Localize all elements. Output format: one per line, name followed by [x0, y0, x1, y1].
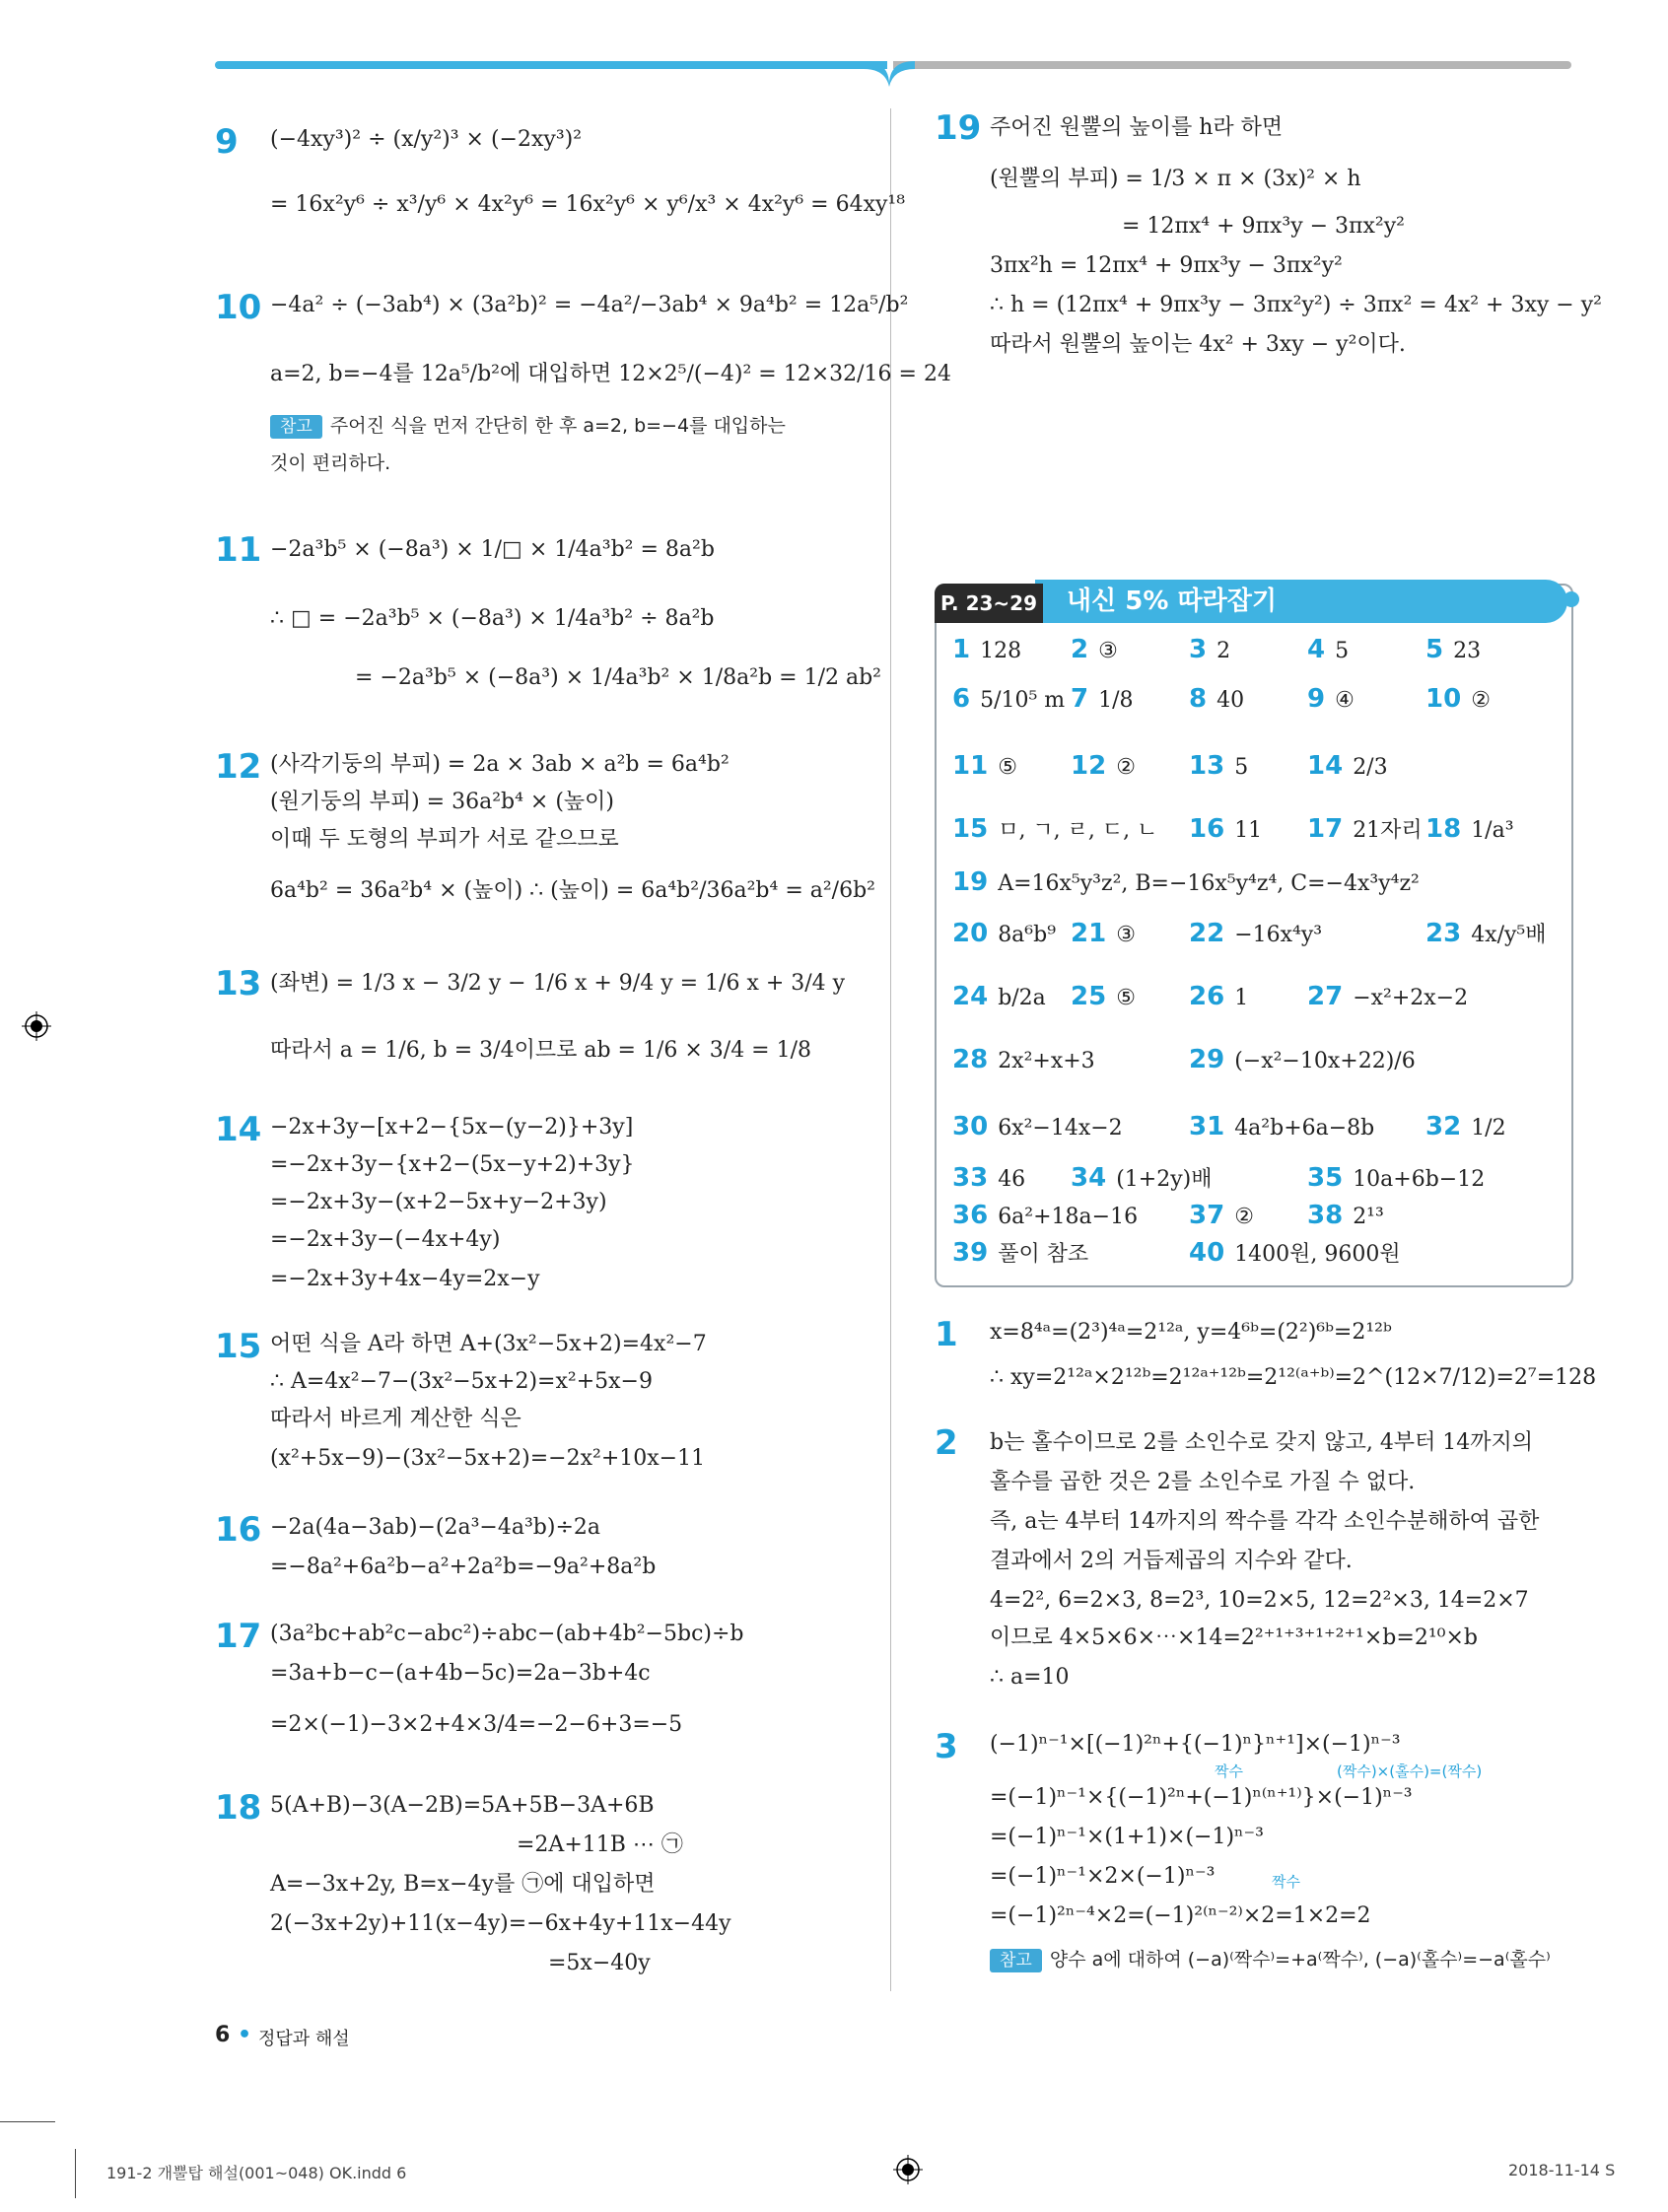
answer-item [1189, 1045, 1416, 1076]
problem-number: 1 [935, 1315, 958, 1354]
column-divider [890, 108, 891, 1991]
solution-line: ∴ h = (12πx⁴ + 9πx³y − 3πx²y²) ÷ 3πx² = 4x² + 3xy − y² [990, 293, 1602, 317]
answer-value: 1/2 [1471, 1116, 1506, 1141]
answer-item [952, 867, 1420, 899]
solution-line: ∴ A=4x²−7−(3x²−5x+2)=x²+5x−9 [270, 1369, 653, 1394]
note-tag: 참고 [990, 1949, 1042, 1972]
solution-line: −2a(4a−3ab)−(2a³−4a³b)÷2a [270, 1515, 600, 1540]
registration-mark-icon [893, 2155, 923, 2184]
answer-value: 2/3 [1353, 755, 1388, 780]
answer-value: ⑤ [998, 755, 1017, 780]
answer-number: 14 [1307, 751, 1344, 781]
answer-number: 3 [1189, 635, 1208, 664]
answer-item [1425, 684, 1491, 716]
answer-value: 10a+6b−12 [1353, 1167, 1486, 1192]
answer-item [1425, 814, 1514, 846]
answer-item [1425, 1112, 1506, 1143]
answer-number: 1 [952, 635, 971, 664]
answer-item [1425, 635, 1481, 666]
answer-value: 5/10⁵ m [980, 688, 1066, 713]
banner-end-dot [1564, 591, 1579, 607]
answer-number: 35 [1307, 1163, 1344, 1193]
answer-number: 25 [1071, 982, 1107, 1011]
problem-number: 18 [215, 1788, 262, 1828]
answer-value: ② [1234, 1205, 1254, 1229]
slug-date: 2018-11-14 S [1508, 2161, 1616, 2179]
answer-item [952, 1201, 1138, 1232]
solution-line: x=8⁴ᵃ=(2³)⁴ᵃ=2¹²ᵃ, y=4⁶ᵇ=(2²)⁶ᵇ=2¹²ᵇ [990, 1320, 1392, 1345]
crop-mark [75, 2149, 76, 2198]
solution-line: 5(A+B)−3(A−2B)=5A+5B−3A+6B [270, 1793, 655, 1818]
answer-number: 16 [1189, 814, 1225, 844]
answer-number: 34 [1071, 1163, 1107, 1193]
answer-value: 2 [1216, 639, 1231, 663]
answer-number: 19 [952, 867, 989, 897]
solution-line: 3πx²h = 12πx⁴ + 9πx³y − 3πx²y² [990, 253, 1343, 278]
solution-line: (원기둥의 부피) = 36a²b⁴ × (높이) [270, 790, 615, 814]
answer-item [1307, 814, 1423, 846]
solution-line: 2(−3x+2y)+11(x−4y)=−6x+4y+11x−44y [270, 1911, 731, 1936]
annotation-label: 짝수 [1215, 1763, 1243, 1780]
answer-value: 8a⁶b⁹ [998, 923, 1057, 947]
problem-number: 17 [215, 1617, 262, 1656]
answer-value: 1/a³ [1471, 818, 1514, 843]
answer-number: 20 [952, 919, 989, 948]
answer-number: 2 [1071, 635, 1089, 664]
answer-number: 29 [1189, 1045, 1225, 1074]
solution-line: =5x−40y [548, 1951, 651, 1975]
solution-line: =(−1)ⁿ⁻¹×2×(−1)ⁿ⁻³ [990, 1864, 1216, 1889]
answer-value: ⑤ [1116, 986, 1136, 1010]
answer-number: 38 [1307, 1201, 1344, 1230]
solution-line: ∴ a=10 [990, 1665, 1070, 1690]
answer-number: 21 [1071, 919, 1107, 948]
answer-item [1071, 1163, 1212, 1195]
answer-number: 9 [1307, 684, 1326, 714]
solution-line: 따라서 원뿔의 높이는 4x² + 3xy − y²이다. [990, 332, 1406, 357]
page-number [215, 2023, 251, 2047]
answer-item [1189, 1201, 1254, 1232]
answer-value: (1+2y)배 [1116, 1167, 1213, 1192]
solution-line: =(−1)ⁿ⁻¹×{(−1)²ⁿ+(−1)ⁿ⁽ⁿ⁺¹⁾}×(−1)ⁿ⁻³ [990, 1785, 1413, 1810]
answer-value: −16x⁴y³ [1234, 923, 1323, 947]
answer-number: 11 [952, 751, 989, 781]
answer-number: 18 [1425, 814, 1462, 844]
solution-line: 따라서 바르게 계산한 식은 [270, 1407, 521, 1431]
answer-box-title: 내신 5% 따라잡기 [1067, 587, 1277, 616]
answer-value: 6x²−14x−2 [998, 1116, 1123, 1141]
answer-value: 4x/y⁵배 [1471, 923, 1547, 947]
answer-item [1307, 1163, 1485, 1195]
answer-box-page-tab: P. 23~29 [935, 584, 1043, 623]
answer-number: 28 [952, 1045, 989, 1074]
solution-line: −2a³b⁵ × (−8a³) × 1/□ × 1/4a³b² = 8a²b [270, 537, 715, 562]
solution-line: =−8a²+6a²b−a²+2a²b=−9a²+8a²b [270, 1555, 657, 1579]
answer-item [1307, 751, 1388, 783]
answer-item [952, 919, 1056, 950]
answer-number: 37 [1189, 1201, 1225, 1230]
answer-value: 2¹³ [1353, 1205, 1384, 1229]
answer-number: 12 [1071, 751, 1107, 781]
answer-number: 22 [1189, 919, 1225, 948]
solution-line: 이므로 4×5×6×⋯×14=2²⁺¹⁺³⁺¹⁺²⁺¹×b=2¹⁰×b [990, 1625, 1478, 1650]
solution-line: =2A+11B ⋯ ㉠ [517, 1832, 683, 1857]
answer-item [1071, 684, 1134, 716]
answer-item [952, 684, 1065, 716]
solution-line: 6a⁴b² = 36a²b⁴ × (높이) ∴ (높이) = 6a⁴b²/36a²b⁴ = a²/6b² [270, 878, 875, 903]
answer-item [1071, 919, 1136, 950]
header-bar-left [215, 61, 887, 69]
answer-item [1307, 1201, 1384, 1232]
solution-line: =2×(−1)−3×2+4×3/4=−2−6+3=−5 [270, 1712, 683, 1737]
problem-number: 16 [215, 1510, 262, 1550]
answer-item [1307, 635, 1349, 666]
solution-line: (−4xy³)² ÷ (x/y²)³ × (−2xy³)² [270, 127, 583, 152]
problem-number: 19 [935, 108, 982, 148]
answer-value: 11 [1234, 818, 1263, 843]
solution-line: 주어진 원뿔의 높이를 h라 하면 [990, 115, 1284, 140]
note-line: 것이 편리하다. [270, 452, 391, 474]
problem-number: 12 [215, 747, 262, 787]
answer-value: 1 [1234, 986, 1249, 1010]
solution-line: = 12πx⁴ + 9πx³y − 3πx²y² [1122, 214, 1405, 239]
answer-value: 21자리 [1353, 818, 1423, 843]
note-text: 주어진 식을 먼저 간단히 한 후 a=2, b=−4를 대입하는 [329, 415, 786, 437]
solution-line: 즉, a는 4부터 14까지의 짝수를 각각 소인수분해하여 곱한 [990, 1509, 1540, 1534]
solution-line: 따라서 a = 1/6, b = 3/4이므로 ab = 1/6 × 3/4 = 1/8 [270, 1038, 812, 1063]
answer-item [952, 1163, 1025, 1195]
solution-line: 어떤 식을 A라 하면 A+(3x²−5x+2)=4x²−7 [270, 1332, 707, 1356]
solution-line: b는 홀수이므로 2를 소인수로 갖지 않고, 4부터 14까지의 [990, 1430, 1534, 1455]
answer-item [1071, 751, 1136, 783]
answer-item [1307, 684, 1355, 716]
answer-value: 1400원, 9600원 [1234, 1242, 1401, 1267]
answer-number: 10 [1425, 684, 1462, 714]
solution-line: =−2x+3y−{x+2−(5x−y+2)+3y} [270, 1152, 635, 1177]
solution-line: ∴ □ = −2a³b⁵ × (−8a³) × 1/4a³b² ÷ 8a²b [270, 606, 715, 631]
answer-item [952, 1238, 1088, 1270]
solution-line: 결과에서 2의 거듭제곱의 지수와 같다. [990, 1549, 1353, 1573]
answer-item [952, 751, 1017, 783]
solution-line: a=2, b=−4를 12a⁵/b²에 대입하면 12×2⁵/(−4)² = 12×32/16 = 24 [270, 362, 951, 386]
solution-line: 홀수를 곱한 것은 2를 소인수로 가질 수 없다. [990, 1470, 1416, 1494]
answer-value: 6a²+18a−16 [998, 1205, 1139, 1229]
answer-number: 4 [1307, 635, 1326, 664]
solution-line: A=−3x+2y, B=x−4y를 ㉠에 대입하면 [270, 1872, 656, 1897]
answer-number: 8 [1189, 684, 1208, 714]
answer-number: 6 [952, 684, 971, 714]
answer-number: 7 [1071, 684, 1089, 714]
answer-value: b/2a [998, 986, 1046, 1010]
answer-value: 5 [1234, 755, 1249, 780]
answer-number: 30 [952, 1112, 989, 1141]
answer-item [1189, 635, 1230, 666]
note-line [270, 412, 786, 440]
header-bar-right [893, 61, 1571, 69]
answer-number: 17 [1307, 814, 1344, 844]
registration-mark-icon [22, 1011, 51, 1041]
answer-item [1189, 982, 1248, 1013]
problem-number: 13 [215, 964, 262, 1003]
answer-number: 40 [1189, 1238, 1225, 1268]
answer-value: 40 [1216, 688, 1245, 713]
solution-line: −4a² ÷ (−3ab⁴) × (3a²b)² = −4a²/−3ab⁴ × 9a⁴b² = 12a⁵/b² [270, 293, 909, 317]
answer-number: 27 [1307, 982, 1344, 1011]
solution-line: =(−1)ⁿ⁻¹×(1+1)×(−1)ⁿ⁻³ [990, 1825, 1264, 1849]
problem-number: 10 [215, 288, 262, 327]
solution-line: (원뿔의 부피) = 1/3 × π × (3x)² × h [990, 167, 1361, 191]
answer-value: ④ [1335, 688, 1355, 713]
slug-filename: 191-2 개뿔탑 해설(001~048) OK.indd 6 [106, 2164, 407, 2182]
answer-item [1189, 684, 1244, 716]
answer-item [1189, 814, 1262, 846]
answer-number: 32 [1425, 1112, 1462, 1141]
answer-item [1307, 982, 1468, 1013]
problem-number: 11 [215, 530, 262, 570]
answer-item [1189, 751, 1248, 783]
answer-number: 23 [1425, 919, 1462, 948]
solution-line: =3a+b−c−(a+4b−5c)=2a−3b+4c [270, 1661, 651, 1686]
answer-item [1071, 635, 1118, 666]
answer-value: A=16x⁵y³z², B=−16x⁵y⁴z⁴, C=−4x³y⁴z² [998, 871, 1420, 896]
answer-value: 2x²+x+3 [998, 1049, 1095, 1073]
answer-number: 5 [1425, 635, 1444, 664]
note-line [990, 1946, 1551, 1973]
solution-line: (3a²bc+ab²c−abc²)÷abc−(ab+4b²−5bc)÷b [270, 1622, 744, 1646]
solution-line: ∴ xy=2¹²ᵃ×2¹²ᵇ=2¹²ᵃ⁺¹²ᵇ=2¹²⁽ᵃ⁺ᵇ⁾=2^(12×7/12)=2⁷=128 [990, 1365, 1597, 1390]
solution-line: 4=2², 6=2×3, 8=2³, 10=2×5, 12=2²×3, 14=2×7 [990, 1588, 1529, 1613]
answer-value: 23 [1453, 639, 1482, 663]
solution-line: (사각기둥의 부피) = 2a × 3ab × a²b = 6a⁴b² [270, 752, 730, 777]
answer-value: (−x²−10x+22)/6 [1234, 1049, 1416, 1073]
answer-value: ② [1116, 755, 1136, 780]
answer-item [1189, 1112, 1374, 1143]
header-notch [864, 61, 915, 87]
footer-title: 정답과 해설 [258, 2029, 350, 2049]
note-text: 양수 a에 대하여 (−a)⁽짝수⁾=+a⁽짝수⁾, (−a)⁽홀수⁾=−a⁽홀수⁾ [1049, 1949, 1551, 1970]
answer-value: −x²+2x−2 [1353, 986, 1469, 1010]
answer-number: 36 [952, 1201, 989, 1230]
answer-value: 128 [980, 639, 1022, 663]
problem-number: 15 [215, 1327, 262, 1366]
annotation-label: 짝수 [1272, 1873, 1300, 1891]
answer-value: ③ [1116, 923, 1136, 947]
answer-item [1425, 919, 1547, 950]
problem-number: 9 [215, 122, 239, 162]
solution-line: = 16x²y⁶ ÷ x³/y⁶ × 4x²y⁶ = 16x²y⁶ × y⁶/x³ × 4x²y⁶ = 64xy¹⁸ [270, 192, 906, 217]
answer-value: 1/8 [1098, 688, 1134, 713]
solution-line: =−2x+3y−(−4x+4y) [270, 1227, 501, 1252]
answer-value: ③ [1098, 639, 1118, 663]
answer-value: 4a²b+6a−8b [1234, 1116, 1375, 1141]
problem-number: 2 [935, 1423, 958, 1463]
answer-item [952, 1112, 1123, 1143]
answer-item [1189, 1238, 1401, 1270]
solution-line: = −2a³b⁵ × (−8a³) × 1/4a³b² × 1/8a²b = 1/2 ab² [355, 665, 881, 690]
problem-number: 3 [935, 1727, 958, 1766]
solution-line: −2x+3y−[x+2−{5x−(y−2)}+3y] [270, 1115, 634, 1140]
answer-number: 24 [952, 982, 989, 1011]
answer-value: ② [1471, 688, 1491, 713]
problem-number: 14 [215, 1110, 262, 1149]
solution-line: (좌변) = 1/3 x − 3/2 y − 1/6 x + 9/4 y = 1/6 x + 3/4 y [270, 971, 846, 996]
note-tag: 참고 [270, 415, 322, 439]
answer-item [952, 814, 1157, 846]
page-number-text: 6 [215, 2023, 231, 2047]
answer-number: 31 [1189, 1112, 1225, 1141]
answer-number: 33 [952, 1163, 989, 1193]
answer-item [1189, 919, 1322, 950]
answer-value: 46 [998, 1167, 1026, 1192]
solution-line: =−2x+3y−(x+2−5x+y−2+3y) [270, 1190, 607, 1214]
crop-mark [0, 2121, 55, 2122]
solution-line: (x²+5x−9)−(3x²−5x+2)=−2x²+10x−11 [270, 1446, 706, 1471]
answer-item [952, 635, 1021, 666]
solution-line: =(−1)²ⁿ⁻⁴×2=(−1)²⁽ⁿ⁻²⁾×2=1×2=2 [990, 1903, 1371, 1928]
annotation-label: (짝수)×(홀수)=(짝수) [1337, 1763, 1483, 1780]
solution-line: =−2x+3y+4x−4y=2x−y [270, 1267, 540, 1291]
solution-line: (−1)ⁿ⁻¹×[(−1)²ⁿ+{(−1)ⁿ}ⁿ⁺¹]×(−1)ⁿ⁻³ [990, 1732, 1401, 1757]
answer-number: 13 [1189, 751, 1225, 781]
footer-dot: • [237, 2023, 252, 2047]
answer-item [952, 982, 1046, 1013]
answer-item [1071, 982, 1136, 1013]
answer-number: 26 [1189, 982, 1225, 1011]
answer-value: 5 [1335, 639, 1350, 663]
answer-value: 풀이 참조 [998, 1242, 1089, 1267]
solution-line: 이때 두 도형의 부피가 서로 같으므로 [270, 827, 619, 852]
answer-number: 15 [952, 814, 989, 844]
answer-item [952, 1045, 1095, 1076]
answer-number: 39 [952, 1238, 989, 1268]
answer-value: ㅁ, ㄱ, ㄹ, ㄷ, ㄴ [998, 818, 1158, 843]
